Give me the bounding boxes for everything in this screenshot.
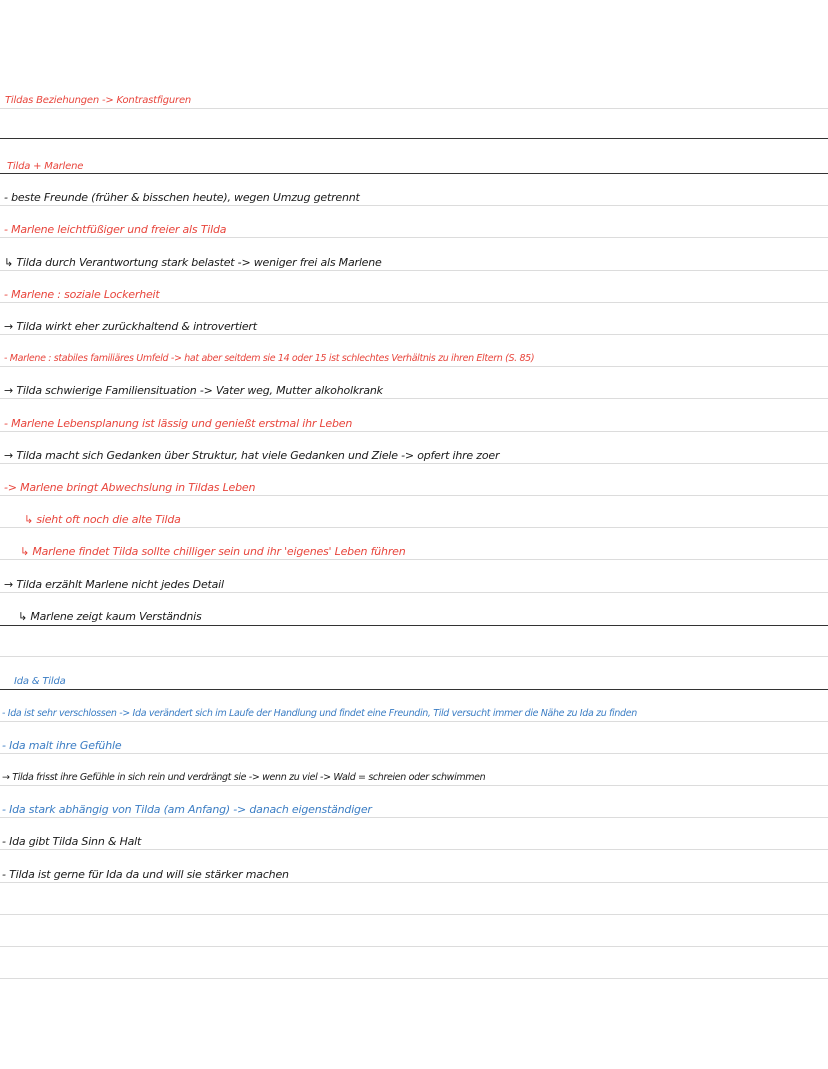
note-line: ↳ sieht oft noch die alte Tilda [24,513,181,526]
ruled-line [0,205,828,206]
note-line: ↳ Marlene zeigt kaum Verständnis [18,610,202,623]
section-divider [0,173,828,174]
note-line: → Tilda macht sich Gedanken über Struktur, hat viele Gedanken und Ziele -> opfert ihre zoer [4,449,500,462]
note-line: - beste Freunde (früher & bisschen heute), wegen Umzug getrennt [4,191,360,204]
ruled-line [0,849,828,850]
note-line: - Marlene : stabiles familiäres Umfeld -> hat aber seitdem sie 14 oder 15 ist schlechtes Verhältnis zu ihren Eltern (S. 85) [4,353,535,364]
ruled-line [0,302,828,303]
section-heading: Tilda + Marlene [7,161,84,172]
ruled-line [0,559,828,560]
ruled-line [0,334,828,335]
ruled-line [0,108,828,109]
note-line: ↳ Tilda durch Verantwortung stark belastet -> weniger frei als Marlene [4,256,382,269]
note-line: - Marlene leichtfüßiger und freier als Tilda [4,223,227,236]
ruled-line [0,753,828,754]
ruled-line [0,431,828,432]
note-line: - Ida ist sehr verschlossen -> Ida verändert sich im Laufe der Handlung und findet eine Freundin, Tild versucht immer die Nähe zu Ida zu finden [2,708,637,719]
note-line: - Ida malt ihre Gefühle [2,739,122,752]
note-line: ↳ Marlene findet Tilda sollte chilliger sein und ihr 'eigenes' Leben führen [20,545,406,558]
ruled-line [0,592,828,593]
section-divider [0,138,828,139]
ruled-line [0,237,828,238]
ruled-line [0,882,828,883]
note-line: -> Marlene bringt Abwechslung in Tildas Leben [4,481,256,494]
ruled-line [0,398,828,399]
ruled-line [0,817,828,818]
note-line: - Ida gibt Tilda Sinn & Halt [2,835,142,848]
section-divider [0,625,828,626]
ruled-line [0,495,828,496]
ruled-line [0,527,828,528]
note-line: - Marlene : soziale Lockerheit [4,288,160,301]
note-line: → Tilda frisst ihre Gefühle in sich rein und verdrängt sie -> wenn zu viel -> Wald = schreien oder schwimmen [2,772,486,783]
note-line: - Ida stark abhängig von Tilda (am Anfang) -> danach eigenständiger [2,803,372,816]
note-line: - Marlene Lebensplanung ist lässig und genießt erstmal ihr Leben [4,417,353,430]
section-heading: Ida & Tilda [14,676,66,687]
section-divider [0,689,828,690]
note-line: - Tilda ist gerne für Ida da und will sie stärker machen [2,868,289,881]
ruled-line [0,946,828,947]
note-line: → Tilda erzählt Marlene nicht jedes Detail [4,578,224,591]
ruled-line [0,270,828,271]
ruled-line [0,785,828,786]
ruled-line [0,463,828,464]
ruled-line [0,978,828,979]
ruled-line [0,914,828,915]
note-line: → Tilda wirkt eher zurückhaltend & introvertiert [4,320,257,333]
note-line: → Tilda schwierige Familiensituation -> Vater weg, Mutter alkoholkrank [4,384,383,397]
ruled-line [0,656,828,657]
ruled-line [0,366,828,367]
page-title: Tildas Beziehungen -> Kontrastfiguren [5,95,192,106]
ruled-line [0,721,828,722]
